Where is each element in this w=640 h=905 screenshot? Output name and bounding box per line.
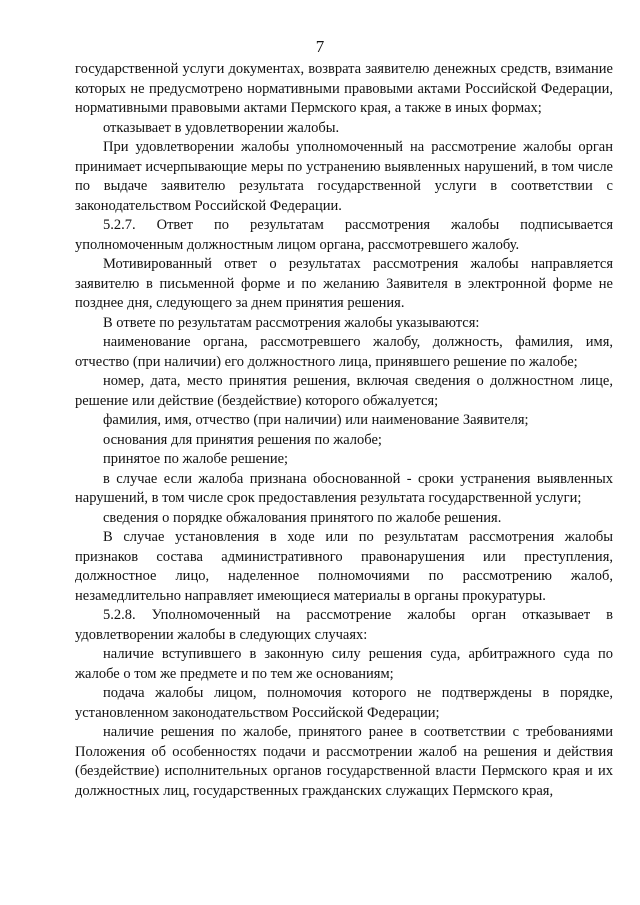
paragraph: наименование органа, рассмотревшего жалобу, должность, фамилия, имя, отчество (при наличии) его должностного лица, принявшего решение по жалобе; [75,334,613,370]
paragraph: принятое по жалобе решение; [103,451,289,467]
paragraph: наличие вступившего в законную силу решения суда, арбитражного суда по жалобе о том же предмете и по тем же основаниям; [75,646,613,682]
paragraph: номер, дата, место принятия решения, включая сведения о должностном лице, решение или действие (бездействие) которого обжалуется; [75,373,613,409]
paragraph: В случае установления в ходе или по результатам рассмотрения жалобы признаков состава административного правонарушения или преступления, должностное лицо, наделенное полномочиями по рассмотрению жалоб, незамедлительно направляет имеющиеся материалы в органы прокуратуры. [75,529,613,604]
paragraph: В ответе по результатам рассмотрения жалобы указываются: [103,314,480,331]
paragraph: 5.2.7. Ответ по результатам рассмотрения жалобы подписывается уполномоченным должностным лицом органа, рассмотревшего жалобу. [75,217,613,253]
page-number: 7 [315,37,325,56]
paragraph: государственной услуги документах, возврата заявителю денежных средств, взимание которых не предусмотрено нормативными правовыми актами Российской Федерации, нормативными правовыми актами Пермского края, а также в иных формах; [75,61,613,116]
paragraph: отказывает в удовлетворении жалобы. [103,119,340,136]
paragraph: сведения о порядке обжалования принятого по жалобе решения. [103,509,502,526]
paragraph: подача жалобы лицом, полномочия которого не подтверждены в порядке, установленном законодательством Российской Федерации; [75,685,613,721]
paragraph: основания для принятия решения по жалобе; [103,431,382,448]
paragraph: Мотивированный ответ о результатах рассмотрения жалобы направляется заявителю в письменной форме и по желанию Заявителя в электронной форме не позднее дня, следующего за днем принятия решения. [75,256,613,311]
document-body [75,60,613,801]
paragraph: в случае если жалоба признана обоснованной - сроки устранения выявленных нарушений, в том числе срок предоставления результата государственной услуги; [75,470,613,506]
paragraph: наличие решения по жалобе, принятого ранее в соответствии с требованиями Положения об особенностях подачи и рассмотрении жалоб на решения и действия (бездействие) исполнительных органов государственной власти Пермского края и их должностных лиц, государственных гражданских служащих Пермского края, [75,724,613,799]
paragraph: фамилия, имя, отчество (при наличии) или наименование Заявителя; [103,412,529,428]
paragraph: При удовлетворении жалобы уполномоченный на рассмотрение жалобы орган принимает исчерпывающие меры по устранению выявленных нарушений, в том числе по выдаче заявителю результата государственной услуги в соответствии с законодательством Российской Федерации. [75,139,613,214]
paragraph: 5.2.8. Уполномоченный на рассмотрение жалобы орган отказывает в удовлетворении жалобы в следующих случаях: [75,607,613,643]
